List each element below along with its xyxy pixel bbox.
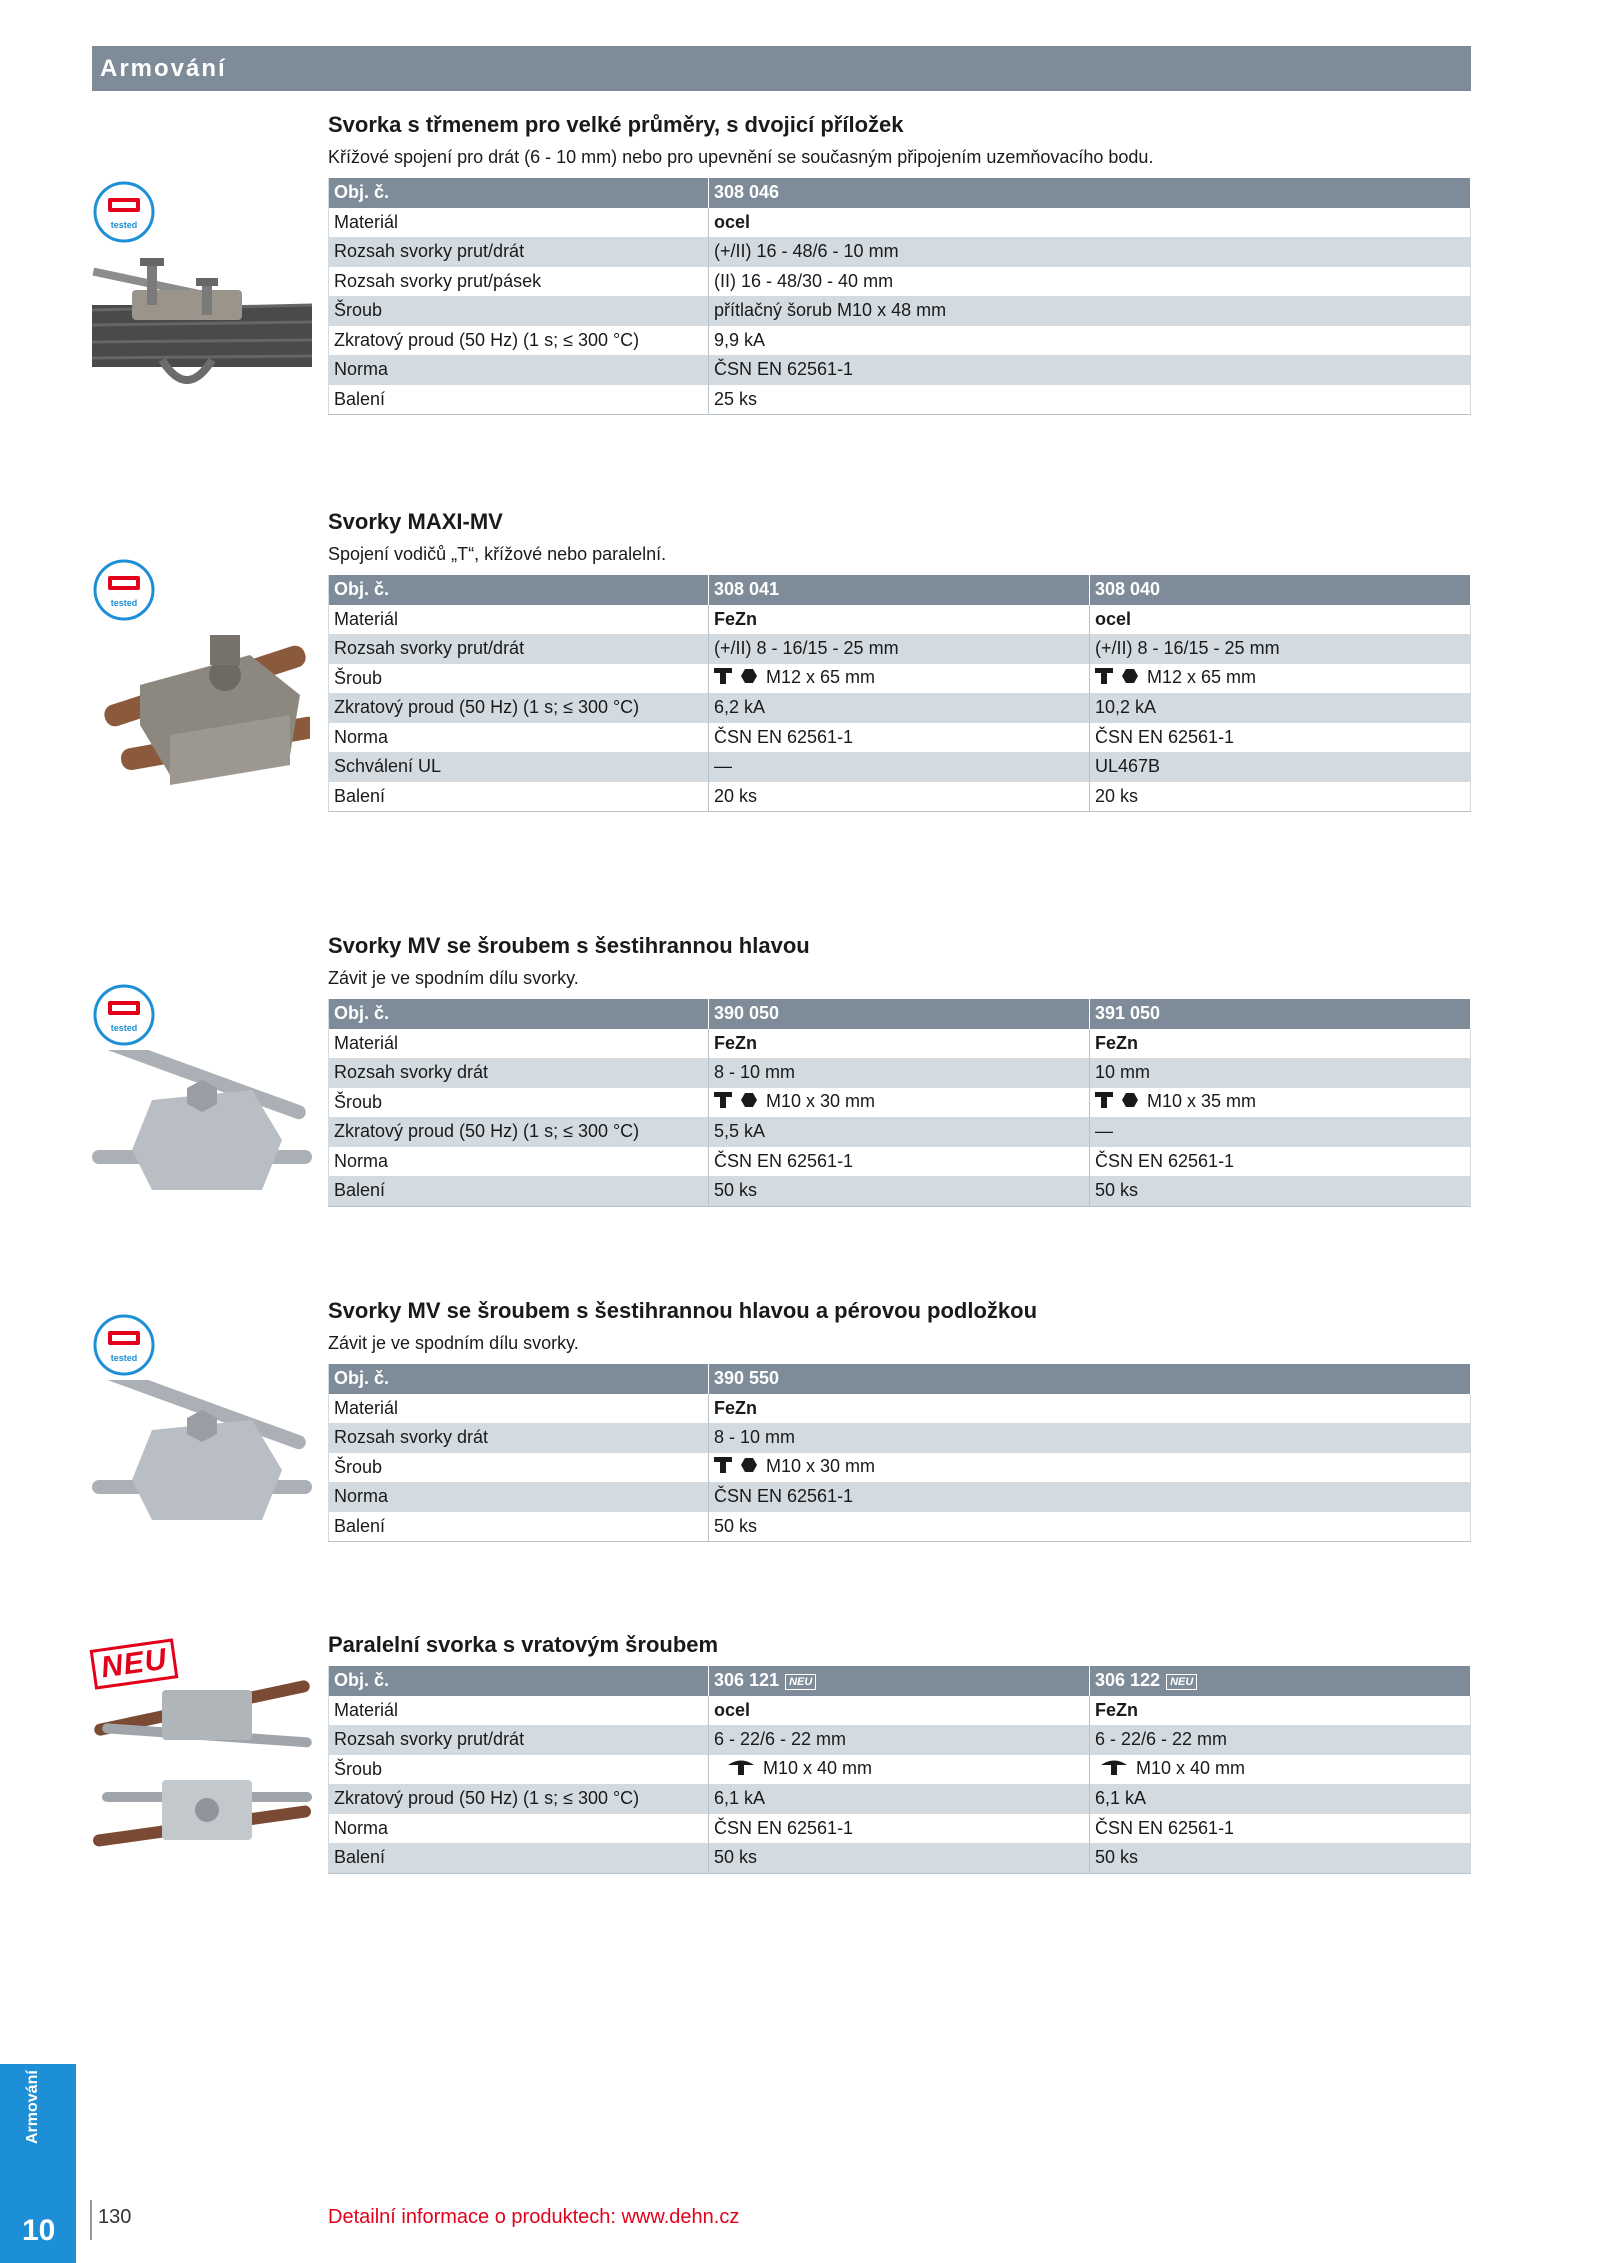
table-cell <box>1090 1666 1471 1696</box>
table-cell <box>709 664 1090 694</box>
table-cell: — <box>709 752 1090 782</box>
table-cell: Balení <box>329 1176 709 1206</box>
table-cell: Norma <box>329 355 709 385</box>
table-cell: 50 ks <box>709 1512 1471 1542</box>
table-cell: Norma <box>329 1814 709 1844</box>
section-title: Svorky MAXI-MV <box>328 509 503 534</box>
table-cell: 8 - 10 mm <box>709 1423 1471 1453</box>
table-row <box>329 1117 1471 1147</box>
table-cell: FeZn <box>709 1394 1471 1424</box>
cell-text: M12 x 65 mm <box>766 667 876 688</box>
table-cell: Rozsah svorky prut/drát <box>329 237 709 267</box>
table-cell: Rozsah svorky drát <box>329 1423 709 1453</box>
table-cell: 20 ks <box>1090 782 1471 812</box>
table-row <box>329 1814 1471 1844</box>
table-cell: (+/II) 16 - 48/6 - 10 mm <box>709 237 1471 267</box>
table-cell: ČSN EN 62561-1 <box>709 723 1090 753</box>
table-cell: Rozsah svorky prut/drát <box>329 634 709 664</box>
table-cell: Schválení UL <box>329 752 709 782</box>
tested-badge-icon <box>92 1313 156 1382</box>
hex-bolt-icon <box>1095 668 1139 689</box>
table-cell: Materiál <box>329 1029 709 1059</box>
table-cell: Balení <box>329 385 709 415</box>
table-row <box>329 1482 1471 1512</box>
spec-table <box>328 1364 1471 1542</box>
carriage-bolt-icon <box>1100 1759 1128 1780</box>
table-cell <box>1090 1755 1471 1785</box>
product-photo-mv <box>92 1050 312 1215</box>
page-header: Armování <box>92 46 1471 91</box>
carriage-bolt-icon <box>727 1759 755 1780</box>
cell-text: M12 x 65 mm <box>1147 667 1257 688</box>
section-title: Svorky MV se šroubem s šestihrannou hlavou a pérovou podložkou <box>328 1298 1038 1323</box>
table-row <box>329 1784 1471 1814</box>
table-row <box>329 385 1471 415</box>
table-cell: 390 550 <box>709 1364 1471 1394</box>
table-cell: Šroub <box>329 1453 709 1483</box>
section-subtitle: Závit je ve spodním dílu svorky. <box>328 1333 579 1353</box>
spec-table <box>328 575 1471 812</box>
section-mv <box>328 933 1471 1207</box>
section-mv-spring <box>328 1298 1471 1542</box>
table-cell: 10,2 kA <box>1090 693 1471 723</box>
table-row <box>329 355 1471 385</box>
table-cell: ČSN EN 62561-1 <box>1090 723 1471 753</box>
table-row <box>329 1394 1471 1424</box>
section-subtitle: Spojení vodičů „T“, křížové nebo paralelní. <box>328 544 667 564</box>
table-row <box>329 693 1471 723</box>
cell-text: 306 121 <box>714 1670 780 1691</box>
footer-product-link[interactable]: Detailní informace o produktech: www.dehn.cz <box>328 2206 740 2228</box>
section-title: Paralelní svorka s vratovým šroubem <box>328 1632 719 1657</box>
table-cell: ocel <box>1090 605 1471 635</box>
table-cell: 308 041 <box>709 575 1090 605</box>
svg-text:tested: tested <box>110 1023 138 1033</box>
page-number: 130 <box>90 2200 131 2240</box>
table-cell: Obj. č. <box>329 178 709 208</box>
table-row <box>329 1088 1471 1118</box>
table-cell: 6,2 kA <box>709 693 1090 723</box>
cell-text: M10 x 40 mm <box>1136 1758 1246 1779</box>
table-cell: ČSN EN 62561-1 <box>1090 1814 1471 1844</box>
table-header-row <box>329 1666 1471 1696</box>
table-cell: Zkratový proud (50 Hz) (1 s; ≤ 300 °C) <box>329 326 709 356</box>
table-cell: FeZn <box>709 1029 1090 1059</box>
cell-text: M10 x 40 mm <box>763 1758 873 1779</box>
table-row <box>329 1843 1471 1873</box>
table-cell: (+/II) 8 - 16/15 - 25 mm <box>1090 634 1471 664</box>
table-cell: Norma <box>329 1147 709 1177</box>
neu-small-badge: NEU <box>1166 1674 1197 1690</box>
table-row <box>329 605 1471 635</box>
table-cell: Šroub <box>329 664 709 694</box>
table-cell: 9,9 kA <box>709 326 1471 356</box>
neu-badge: NEU <box>90 1638 179 1689</box>
table-row <box>329 752 1471 782</box>
spec-table <box>328 999 1471 1207</box>
table-row <box>329 1058 1471 1088</box>
table-cell: (+/II) 8 - 16/15 - 25 mm <box>709 634 1090 664</box>
table-cell: 50 ks <box>709 1843 1090 1873</box>
section-parallel <box>328 1632 1471 1874</box>
table-cell: 50 ks <box>709 1176 1090 1206</box>
table-row <box>329 237 1471 267</box>
product-photo-maxi-mv <box>100 615 310 820</box>
table-cell: Šroub <box>329 1088 709 1118</box>
table-cell <box>709 1088 1090 1118</box>
table-row <box>329 1147 1471 1177</box>
table-cell: 6,1 kA <box>709 1784 1090 1814</box>
table-cell: Materiál <box>329 1394 709 1424</box>
table-cell: Rozsah svorky drát <box>329 1058 709 1088</box>
table-row <box>329 1725 1471 1755</box>
table-header-row <box>329 999 1471 1029</box>
cell-text: M10 x 30 mm <box>766 1456 876 1477</box>
table-cell: 6 - 22/6 - 22 mm <box>709 1725 1090 1755</box>
table-cell: 390 050 <box>709 999 1090 1029</box>
table-cell: ocel <box>709 1696 1090 1726</box>
svg-text:tested: tested <box>110 598 138 608</box>
table-cell: Balení <box>329 1512 709 1542</box>
table-cell <box>709 1666 1090 1696</box>
table-cell: ČSN EN 62561-1 <box>1090 1147 1471 1177</box>
section-title: Svorky MV se šroubem s šestihrannou hlavou <box>328 933 810 958</box>
table-cell <box>709 1453 1471 1483</box>
table-cell: Rozsah svorky prut/drát <box>329 1725 709 1755</box>
svg-text:tested: tested <box>110 220 138 230</box>
table-row <box>329 326 1471 356</box>
section-title: Svorka s třmenem pro velké průměry, s dvojicí příložek <box>328 112 904 137</box>
table-row <box>329 1176 1471 1206</box>
hex-bolt-icon <box>714 1092 758 1113</box>
tested-badge-icon <box>92 180 156 249</box>
table-row <box>329 208 1471 238</box>
table-row <box>329 782 1471 812</box>
section-subtitle: Křížové spojení pro drát (6 - 10 mm) nebo pro upevnění se současným připojením uzemňovacího bodu. <box>328 147 1154 167</box>
table-cell <box>1090 664 1471 694</box>
table-cell: Balení <box>329 1843 709 1873</box>
cell-text: M10 x 35 mm <box>1147 1091 1257 1112</box>
table-cell: FeZn <box>1090 1696 1471 1726</box>
table-cell: Obj. č. <box>329 999 709 1029</box>
table-cell: FeZn <box>1090 1029 1471 1059</box>
table-row <box>329 296 1471 326</box>
table-row <box>329 1423 1471 1453</box>
table-cell: 50 ks <box>1090 1176 1471 1206</box>
table-row <box>329 1453 1471 1483</box>
table-cell: 391 050 <box>1090 999 1471 1029</box>
table-cell: Zkratový proud (50 Hz) (1 s; ≤ 300 °C) <box>329 1784 709 1814</box>
table-cell: 308 046 <box>709 178 1471 208</box>
cell-text: 306 122 <box>1095 1670 1161 1691</box>
table-cell: Norma <box>329 1482 709 1512</box>
table-cell: ČSN EN 62561-1 <box>709 355 1471 385</box>
table-cell: — <box>1090 1117 1471 1147</box>
table-cell: Materiál <box>329 208 709 238</box>
table-cell: Zkratový proud (50 Hz) (1 s; ≤ 300 °C) <box>329 693 709 723</box>
product-photo-mv-spring <box>92 1380 312 1545</box>
table-row <box>329 1696 1471 1726</box>
product-photo-308046 <box>92 250 312 405</box>
hex-bolt-icon <box>714 668 758 689</box>
table-cell: 20 ks <box>709 782 1090 812</box>
table-header-row <box>329 575 1471 605</box>
table-cell: Obj. č. <box>329 1666 709 1696</box>
table-cell: 6 - 22/6 - 22 mm <box>1090 1725 1471 1755</box>
table-cell: 5,5 kA <box>709 1117 1090 1147</box>
table-cell: ČSN EN 62561-1 <box>709 1147 1090 1177</box>
svg-text:tested: tested <box>110 1353 138 1363</box>
table-cell: Materiál <box>329 1696 709 1726</box>
table-cell: Balení <box>329 782 709 812</box>
table-cell: Šroub <box>329 1755 709 1785</box>
tested-badge-icon <box>92 983 156 1052</box>
table-cell: (II) 16 - 48/30 - 40 mm <box>709 267 1471 297</box>
table-cell: UL467B <box>1090 752 1471 782</box>
hex-bolt-icon <box>1095 1092 1139 1113</box>
spec-table <box>328 1666 1471 1874</box>
table-cell: ČSN EN 62561-1 <box>709 1482 1471 1512</box>
section-308046 <box>328 112 1471 415</box>
table-cell: 308 040 <box>1090 575 1471 605</box>
section-subtitle: Závit je ve spodním dílu svorky. <box>328 968 579 988</box>
table-cell: Obj. č. <box>329 1364 709 1394</box>
hex-bolt-icon <box>714 1457 758 1478</box>
section-maxi-mv <box>328 509 1471 812</box>
table-row <box>329 1029 1471 1059</box>
table-cell: Rozsah svorky prut/pásek <box>329 267 709 297</box>
table-cell: Materiál <box>329 605 709 635</box>
table-cell: přítlačný šorub M10 x 48 mm <box>709 296 1471 326</box>
table-row <box>329 1512 1471 1542</box>
table-row <box>329 664 1471 694</box>
chapter-side-tab[interactable] <box>0 2064 76 2263</box>
table-header-row <box>329 178 1471 208</box>
table-row <box>329 634 1471 664</box>
table-row <box>329 723 1471 753</box>
chapter-number: 10 <box>22 2214 56 2247</box>
table-cell: ocel <box>709 208 1471 238</box>
table-cell <box>709 1755 1090 1785</box>
product-photo-parallel <box>92 1680 312 1885</box>
table-cell: 8 - 10 mm <box>709 1058 1090 1088</box>
table-cell: Norma <box>329 723 709 753</box>
table-cell: 6,1 kA <box>1090 1784 1471 1814</box>
table-cell <box>1090 1088 1471 1118</box>
table-cell: Zkratový proud (50 Hz) (1 s; ≤ 300 °C) <box>329 1117 709 1147</box>
table-row <box>329 267 1471 297</box>
table-cell: FeZn <box>709 605 1090 635</box>
cell-text: M10 x 30 mm <box>766 1091 876 1112</box>
table-cell: Šroub <box>329 296 709 326</box>
table-cell: Obj. č. <box>329 575 709 605</box>
neu-small-badge: NEU <box>785 1674 816 1690</box>
table-cell: ČSN EN 62561-1 <box>709 1814 1090 1844</box>
table-cell: 50 ks <box>1090 1843 1471 1873</box>
spec-table <box>328 178 1471 415</box>
table-cell: 10 mm <box>1090 1058 1471 1088</box>
chapter-label: Armování <box>24 2070 41 2144</box>
table-cell: 25 ks <box>709 385 1471 415</box>
table-row <box>329 1755 1471 1785</box>
table-header-row <box>329 1364 1471 1394</box>
